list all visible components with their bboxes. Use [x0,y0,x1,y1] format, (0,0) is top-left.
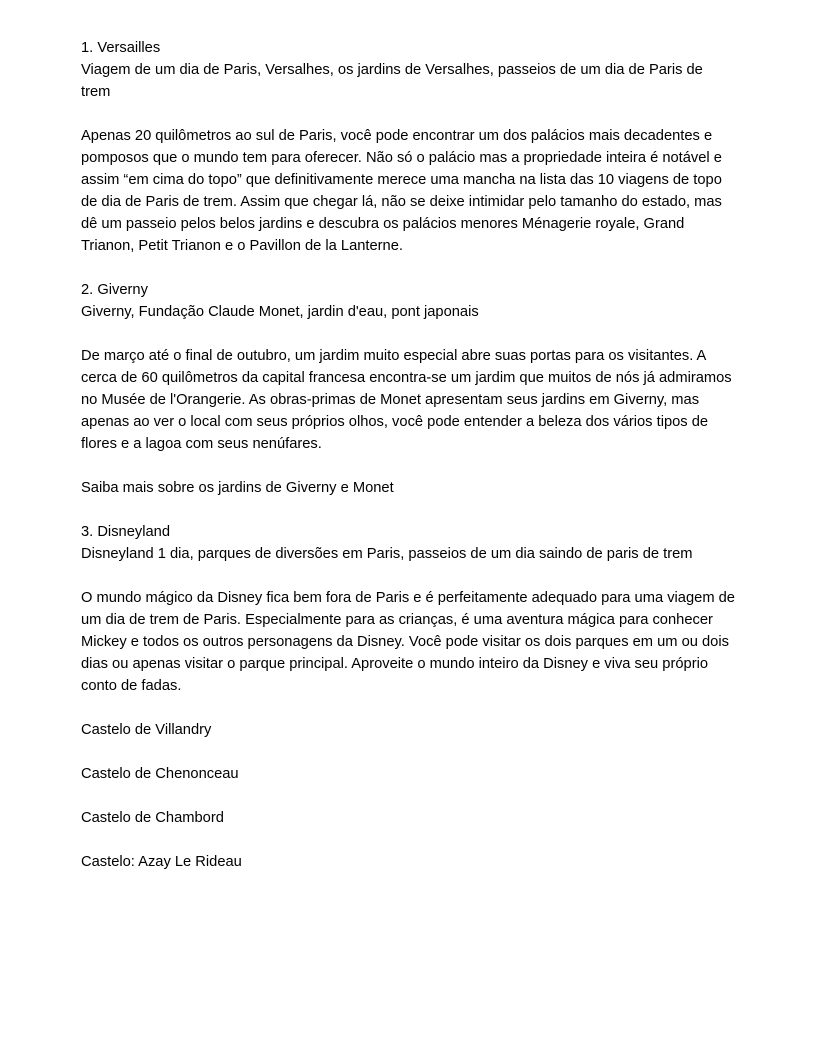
giverny-more-text: Saiba mais sobre os jardins de Giverny e Monet [81,480,394,496]
disneyland-paragraph: O mundo mágico da Disney fica bem fora de Paris e é perfeitamente adequado para uma viagem de um dia de trem de Paris. Especialmente para as crianças, é uma aventura mágica para conhecer Mickey e todos os outros personagens da Disney. Você pode visitar os dois parques em um ou dois dias ou apenas visitar o parque principal. Aproveite o mundo inteiro da Disney e viva seu próprio conto de fadas. [81,590,735,694]
giverny-paragraph: De março até o final de outubro, um jardim muito especial abre suas portas para os visitantes. A cerca de 60 quilômetros da capital francesa encontra-se um jardim que muitos de nós já admiramos no Musée de l'Orangerie. As obras-primas de Monet apresentam seus jardins em Giverny, mas apenas ao ver o local com seus próprios olhos, você pode entender a beleza dos vários tipos de flores e a lagoa com seus nenúfares. [81,348,732,452]
castle-chenonceau: Castelo de Chenonceau [81,766,239,782]
castle-chambord: Castelo de Chambord [81,810,224,826]
giverny-heading: 2. Giverny Giverny, Fundação Claude Monet, jardin d'eau, pont japonais [81,282,479,320]
disneyland-heading: 3. Disneyland Disneyland 1 dia, parques de diversões em Paris, passeios de um dia saindo de paris de trem [81,524,693,562]
versailles-heading: 1. Versailles Viagem de um dia de Paris, Versalhes, os jardins de Versalhes, passeios de um dia de Paris de trem [81,40,703,100]
versailles-paragraph: Apenas 20 quilômetros ao sul de Paris, você pode encontrar um dos palácios mais decadentes e pomposos que o mundo tem para oferecer. Não só o palácio mas a propriedade inteira é notável e assim “em cima do topo” que definitivamente merece uma mancha na lista das 10 viagens de topo de dia de Paris de trem. Assim que chegar lá, não se deixe intimidar pelo tamanho do estado, mas dê um passeio pelos belos jardins e descubra os palácios menores Ménagerie royale, Grand Trianon, Petit Trianon e o Pavillon de la Lanterne. [81,128,722,254]
castle-azay-le-rideau: Castelo: Azay Le Rideau [81,854,242,870]
castle-villandry: Castelo de Villandry [81,722,212,738]
